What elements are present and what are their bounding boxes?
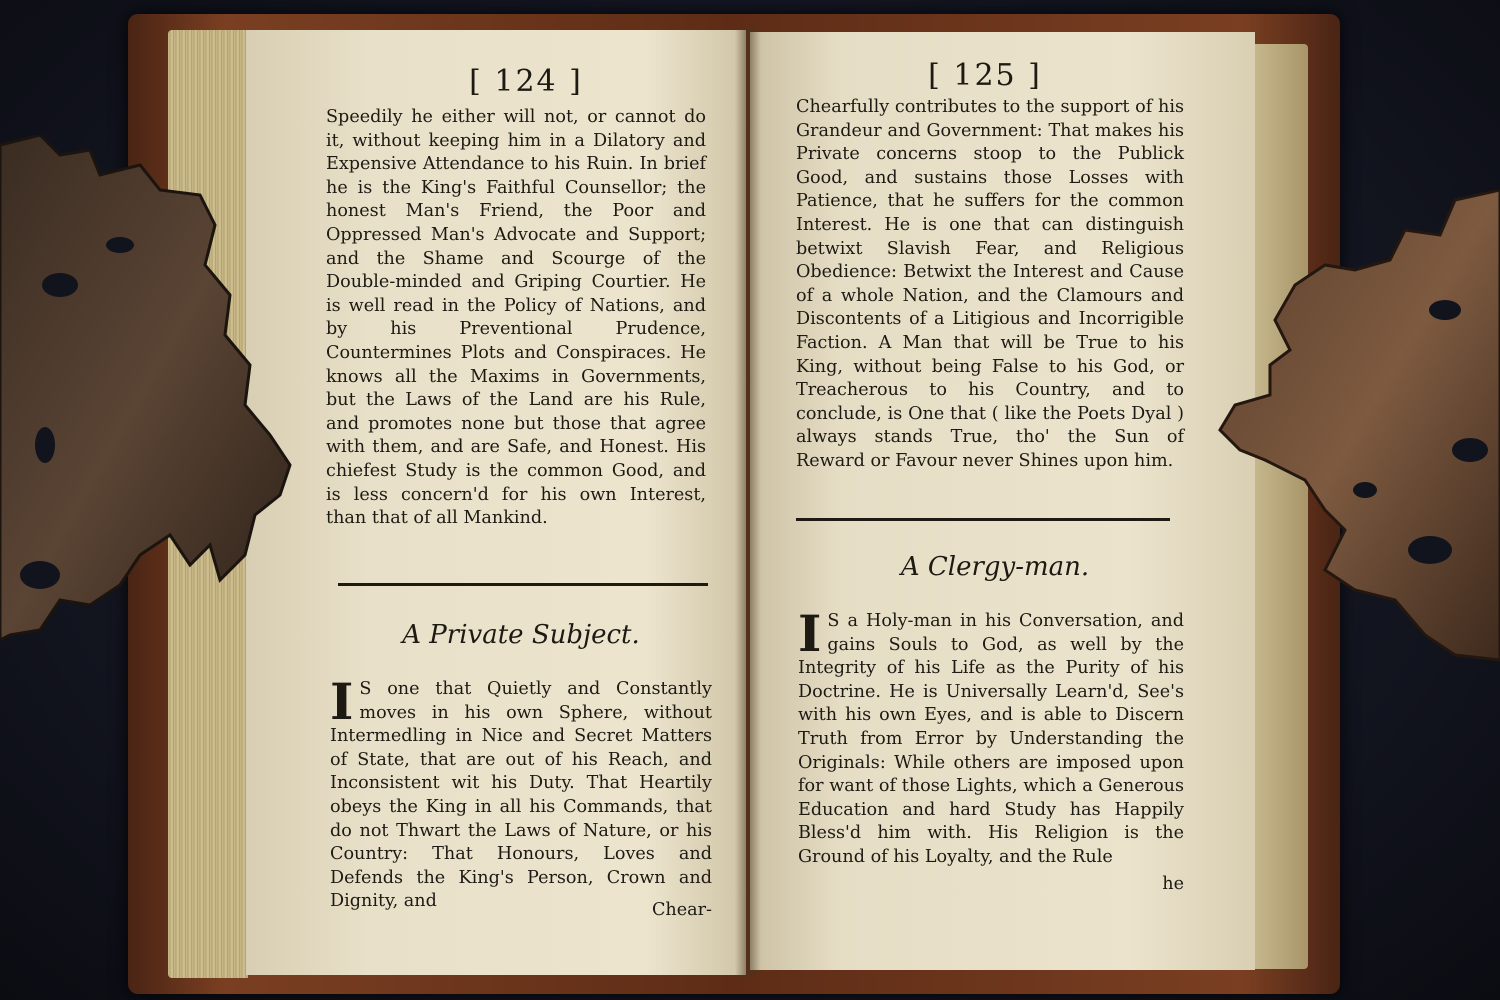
left-page bbox=[246, 30, 746, 975]
clip-hole-icon bbox=[1452, 438, 1488, 462]
right-section-text bbox=[798, 604, 1184, 870]
right-page bbox=[750, 32, 1255, 970]
book-gutter bbox=[735, 28, 761, 978]
left-section-paragraph: S one that Quietly and Constantly moves in his own Sphere, without Intermedling in Nice and Secret Matters of State, that are out of his Reach, and Inconsistent wit his Duty. That Heartily obeys the King in all his Commands, that do not Thwart the Laws of Nature, or his Country: That Honours, Loves and Defends the King's Person, Crown and Dignity, and bbox=[330, 679, 712, 912]
left-dropcap: I bbox=[330, 672, 354, 731]
left-section-heading: A Private Subject. bbox=[402, 620, 640, 650]
right-continued-text bbox=[796, 96, 1184, 474]
left-continued-paragraph: Speedily he either will not, or cannot do it, without keeping him in a Dilatory and Expensive Attendance to his Ruin. In brief he is the King's Faithful Counsellor; the honest Man's Friend, the Poor and Oppressed Man's Advocate and Support; and the Shame and Scourge of the Double-minded and Griping Courtier. He is well read in the Policy of Nations, and by his Preventional Prudence, Countermines Plots and Conspiraces. He knows all the Maxims in Governments, but the Laws of the Land are his Rule, and promotes none but those that agree with them, and are Safe, and Honest. His chiefest Study is the common Good, and is less concern'd for his own Interest, than that of all Mankind. bbox=[326, 107, 706, 529]
right-section-paragraph: S a Holy-man in his Conversation, and gains Souls to God, as well by the Integrity of his Life as the Purity of his Doctrine. He is Universally Learn'd, See's with his own Eyes, and is able to Discern Truth from Error by Understanding the Originals: While others are imposed upon for want of those Lights, which a Generous Education and hard Study has Happily Bless'd him with. His Religion is the Ground of his Loyalty, and the Rule bbox=[798, 611, 1184, 867]
left-section-text bbox=[330, 672, 712, 914]
clip-hole-icon bbox=[1353, 482, 1377, 498]
left-page-number: [ 124 ] bbox=[469, 64, 583, 99]
clip-hole-icon bbox=[1429, 300, 1461, 320]
right-dropcap: I bbox=[798, 604, 822, 663]
right-page-clip bbox=[1215, 190, 1500, 670]
left-catchword: Chear- bbox=[651, 900, 712, 920]
clip-hole-icon bbox=[106, 237, 134, 253]
right-catchword: he bbox=[1162, 874, 1184, 894]
clip-hole-icon bbox=[42, 273, 78, 297]
clip-hole-icon bbox=[1408, 536, 1452, 564]
left-page-clip bbox=[0, 135, 300, 655]
right-section-heading: A Clergy-man. bbox=[900, 552, 1090, 582]
left-section-rule bbox=[338, 583, 708, 586]
right-continued-paragraph: Chearfully contributes to the support of his Grandeur and Government: That makes his Private concerns stoop to the Publick Good, and sustains those Losses with Patience, that he suffers for the common Interest. He is one that can distinguish betwixt Slavish Fear, and Religious Obedience: Betwixt the Interest and Cause of a whole Nation, and the Clamours and Discontents of a Litigious and Incorrigible Faction. A Man that will be True to his King, without being False to his God, or Treacherous to his Country, and to conclude, is One that ( like the Poets Dyal ) always stands True, tho' the Sun of Reward or Favour never Shines upon him. bbox=[796, 97, 1184, 471]
clip-hole-icon bbox=[35, 427, 55, 463]
right-section-rule bbox=[796, 518, 1170, 521]
right-page-number: [ 125 ] bbox=[928, 58, 1042, 93]
clip-hole-icon bbox=[20, 561, 60, 589]
left-continued-text bbox=[326, 106, 706, 531]
